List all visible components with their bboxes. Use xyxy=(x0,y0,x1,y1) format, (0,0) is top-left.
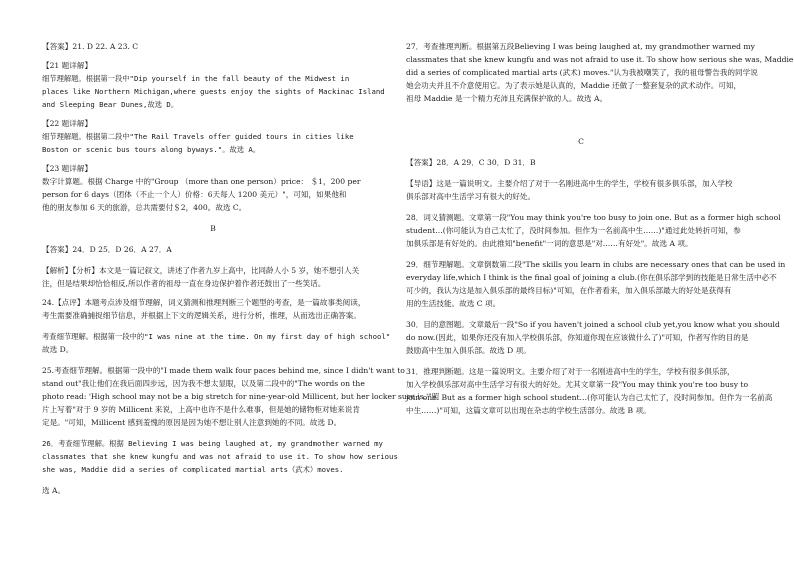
text-line: 细节理解题。根据第一段中"Dip yourself in the fall beauty of the Midwest in xyxy=(42,74,350,83)
text-line: 故选 D。 xyxy=(42,345,74,354)
text-line: and Sleeping Bear Dunes,故选 D。 xyxy=(42,100,179,109)
text-line: 加俱乐部是有好处的。由此推知"benefit"一词的意思是"对……有好处"。故选 A 项。 xyxy=(406,239,693,248)
text-line: classmates that she knew kungfu and was not afraid to use it. To show how serious she was, Maddie xyxy=(406,55,794,64)
text-line: 24.【点评】本题考点涉及细节理解，词义猜测和推理判断三个题型的考查，是一篇故事类阅读， xyxy=(42,298,366,307)
section-letter: B xyxy=(210,224,216,233)
text-line: do now.(因此，如果你还没有加入学校俱乐部，你知道你现在应该做什么了)"可知，作者写作的目的是 xyxy=(406,333,749,342)
text-line: 加入学校俱乐部对高中生活学习有很大的好处。尤其文章第一段"You may think you're too busy to xyxy=(406,380,749,389)
text-line: 可少的，我认为这是加入俱乐部的最终目标)"可知，在作者看来，加入俱乐部最大的好处是获得有 xyxy=(406,286,732,295)
text-line: 数字计算题。根据 Charge 中的"Group （more than one person）price： ＄1，200 per xyxy=(42,177,361,186)
text-line: photo read: 'High school may not be a big stretch for nine-year-old Millicent, but her locker sure is.'"照 xyxy=(42,392,440,401)
text-line: 25.考查细节理解。根据第一段中的"I made them walk four paces behind me, since I didn't want to xyxy=(42,366,405,375)
text-line: 29．细节理解题。文章倒数第二段"The skills you learn in clubs are necessary ones that can be used in xyxy=(406,260,786,269)
text-line: 定是。"可知，Millicent 感到羞愧的原因是因为她不想让别人注意到她的不同。故选 D。 xyxy=(42,418,342,427)
text-line: 【23 题详解】 xyxy=(42,164,93,173)
text-line: stand out"我让他们在我后面四步远，因为我不想太显眼，以及第二段中的"The words on the xyxy=(42,379,365,388)
text-line: 27．考查推理判断。根据第五段Believing I was being laughed at, my grandmother warned my xyxy=(406,42,755,51)
text-line: 【解析】【分析】本文是一篇记叙文，讲述了作者九岁上高中，比同龄人小 5 岁，她不想引人关 xyxy=(42,266,360,275)
text-line: 30．目的意图题。文章最后一段"So if you haven't joined a school club yet,you know what you should xyxy=(406,320,780,329)
text-line: 用的生活技能。故选 C 项。 xyxy=(406,299,501,308)
text-line: 【答案】21. D 22. A 23. C xyxy=(42,42,139,51)
text-line: places like Northern Michigan,where guests enjoy the sights of Mackinac Island xyxy=(42,87,385,96)
text-line: classmates that she knew kungfu and was not afraid to use it. To show how serious xyxy=(42,452,398,461)
section-letter: C xyxy=(578,137,584,146)
text-line: 【22 题详解】 xyxy=(42,119,93,128)
text-line: 他的朋友参加 6 天的旅游，总共需要付＄2，400。故选 C。 xyxy=(42,203,247,212)
text-line: 28．词义猜测题。文章第一段"You may think you're too busy to join one. But as a former high school xyxy=(406,213,781,222)
text-line: 31．推理判断题。这是一篇说明文。主要介绍了对于一名刚进高中生的学生，学校有很多俱乐部， xyxy=(406,367,735,376)
text-line: 祖母 Maddie 是一个精力充沛且充满保护欲的人。故选 A。 xyxy=(406,94,608,103)
text-line: everyday life,which I think is the final goal of joining a club.(你在俱乐部学到的技能是日常生活中必不 xyxy=(406,273,777,282)
text-line: 考查细节理解。根据第一段中的"I was nine at the time. On my first day of high school" xyxy=(42,332,391,341)
text-line: 【导语】这是一篇说明文。主要介绍了对于一名刚进高中生的学生，学校有很多俱乐部，加入学校 xyxy=(406,179,733,188)
text-line: 细节理解题。根据第二段中"The Rail Travels offer guided tours in cities like xyxy=(42,132,354,141)
text-line: 【答案】24．D 25．D 26．A 27．A xyxy=(42,245,172,254)
text-line: 俱乐部对高中生活学习有很大的好处。 xyxy=(406,192,536,201)
text-line: 她会功夫并且不介意使用它。为了表示她是认真的，Maddie 还做了一整套复杂的武术动作。可知， xyxy=(406,81,742,90)
text-line: 考生需要准确捕捉细节信息，并根据上下文的逻辑关系，进行分析，推理，从而选出正确答案。 xyxy=(42,311,361,320)
text-line: 中生……)"可知，这篇文章可以出现在杂志的学校生活部分。故选 B 项。 xyxy=(406,406,651,415)
text-line: 鼓励高中生加入俱乐部。故选 D 项。 xyxy=(406,346,531,355)
text-line: person for 6 days（团体（不止一个人）价格：6天每人 1200 美元）"，可知，如果他和 xyxy=(42,190,347,199)
text-line: 【21 题详解】 xyxy=(42,61,93,70)
text-line: 【答案】28．A 29．C 30．D 31．B xyxy=(406,158,536,167)
text-line: join one. But as a former high school student…(你可能认为自己太忙了，没时间参加。但作为一名前高 xyxy=(406,393,773,402)
text-line: 片上写着"对于 9 岁的 Millicent 来说，上高中也许不是什么难事，但是她的储物柜对她来说肯 xyxy=(42,405,360,414)
text-line: student…(你可能认为自己太忙了，没时间参加。但作为一名前高中生……)"通过此处转折可知，参 xyxy=(406,226,741,235)
text-line: Boston or scenic bus tours along byways."。故选 A。 xyxy=(42,145,261,154)
text-line: did a series of complicated martial arts (武术) moves."认为我被嘲笑了，我的祖母警告我的同学说 xyxy=(406,68,758,77)
text-line: 注，但是结果却恰恰相反,所以作者的祖母一直在身边保护着作者还鼓出了一些笑话。 xyxy=(42,279,326,288)
text-line: she was, Maddie did a series of complicated martial arts（武术）moves. xyxy=(42,465,344,474)
left-column xyxy=(42,40,440,497)
right-column xyxy=(406,40,794,417)
text-line: 26．考查细节理解。根据 Believing I was being laughed at, my grandmother warned my xyxy=(42,439,383,448)
text-line: 选 A。 xyxy=(42,486,66,495)
